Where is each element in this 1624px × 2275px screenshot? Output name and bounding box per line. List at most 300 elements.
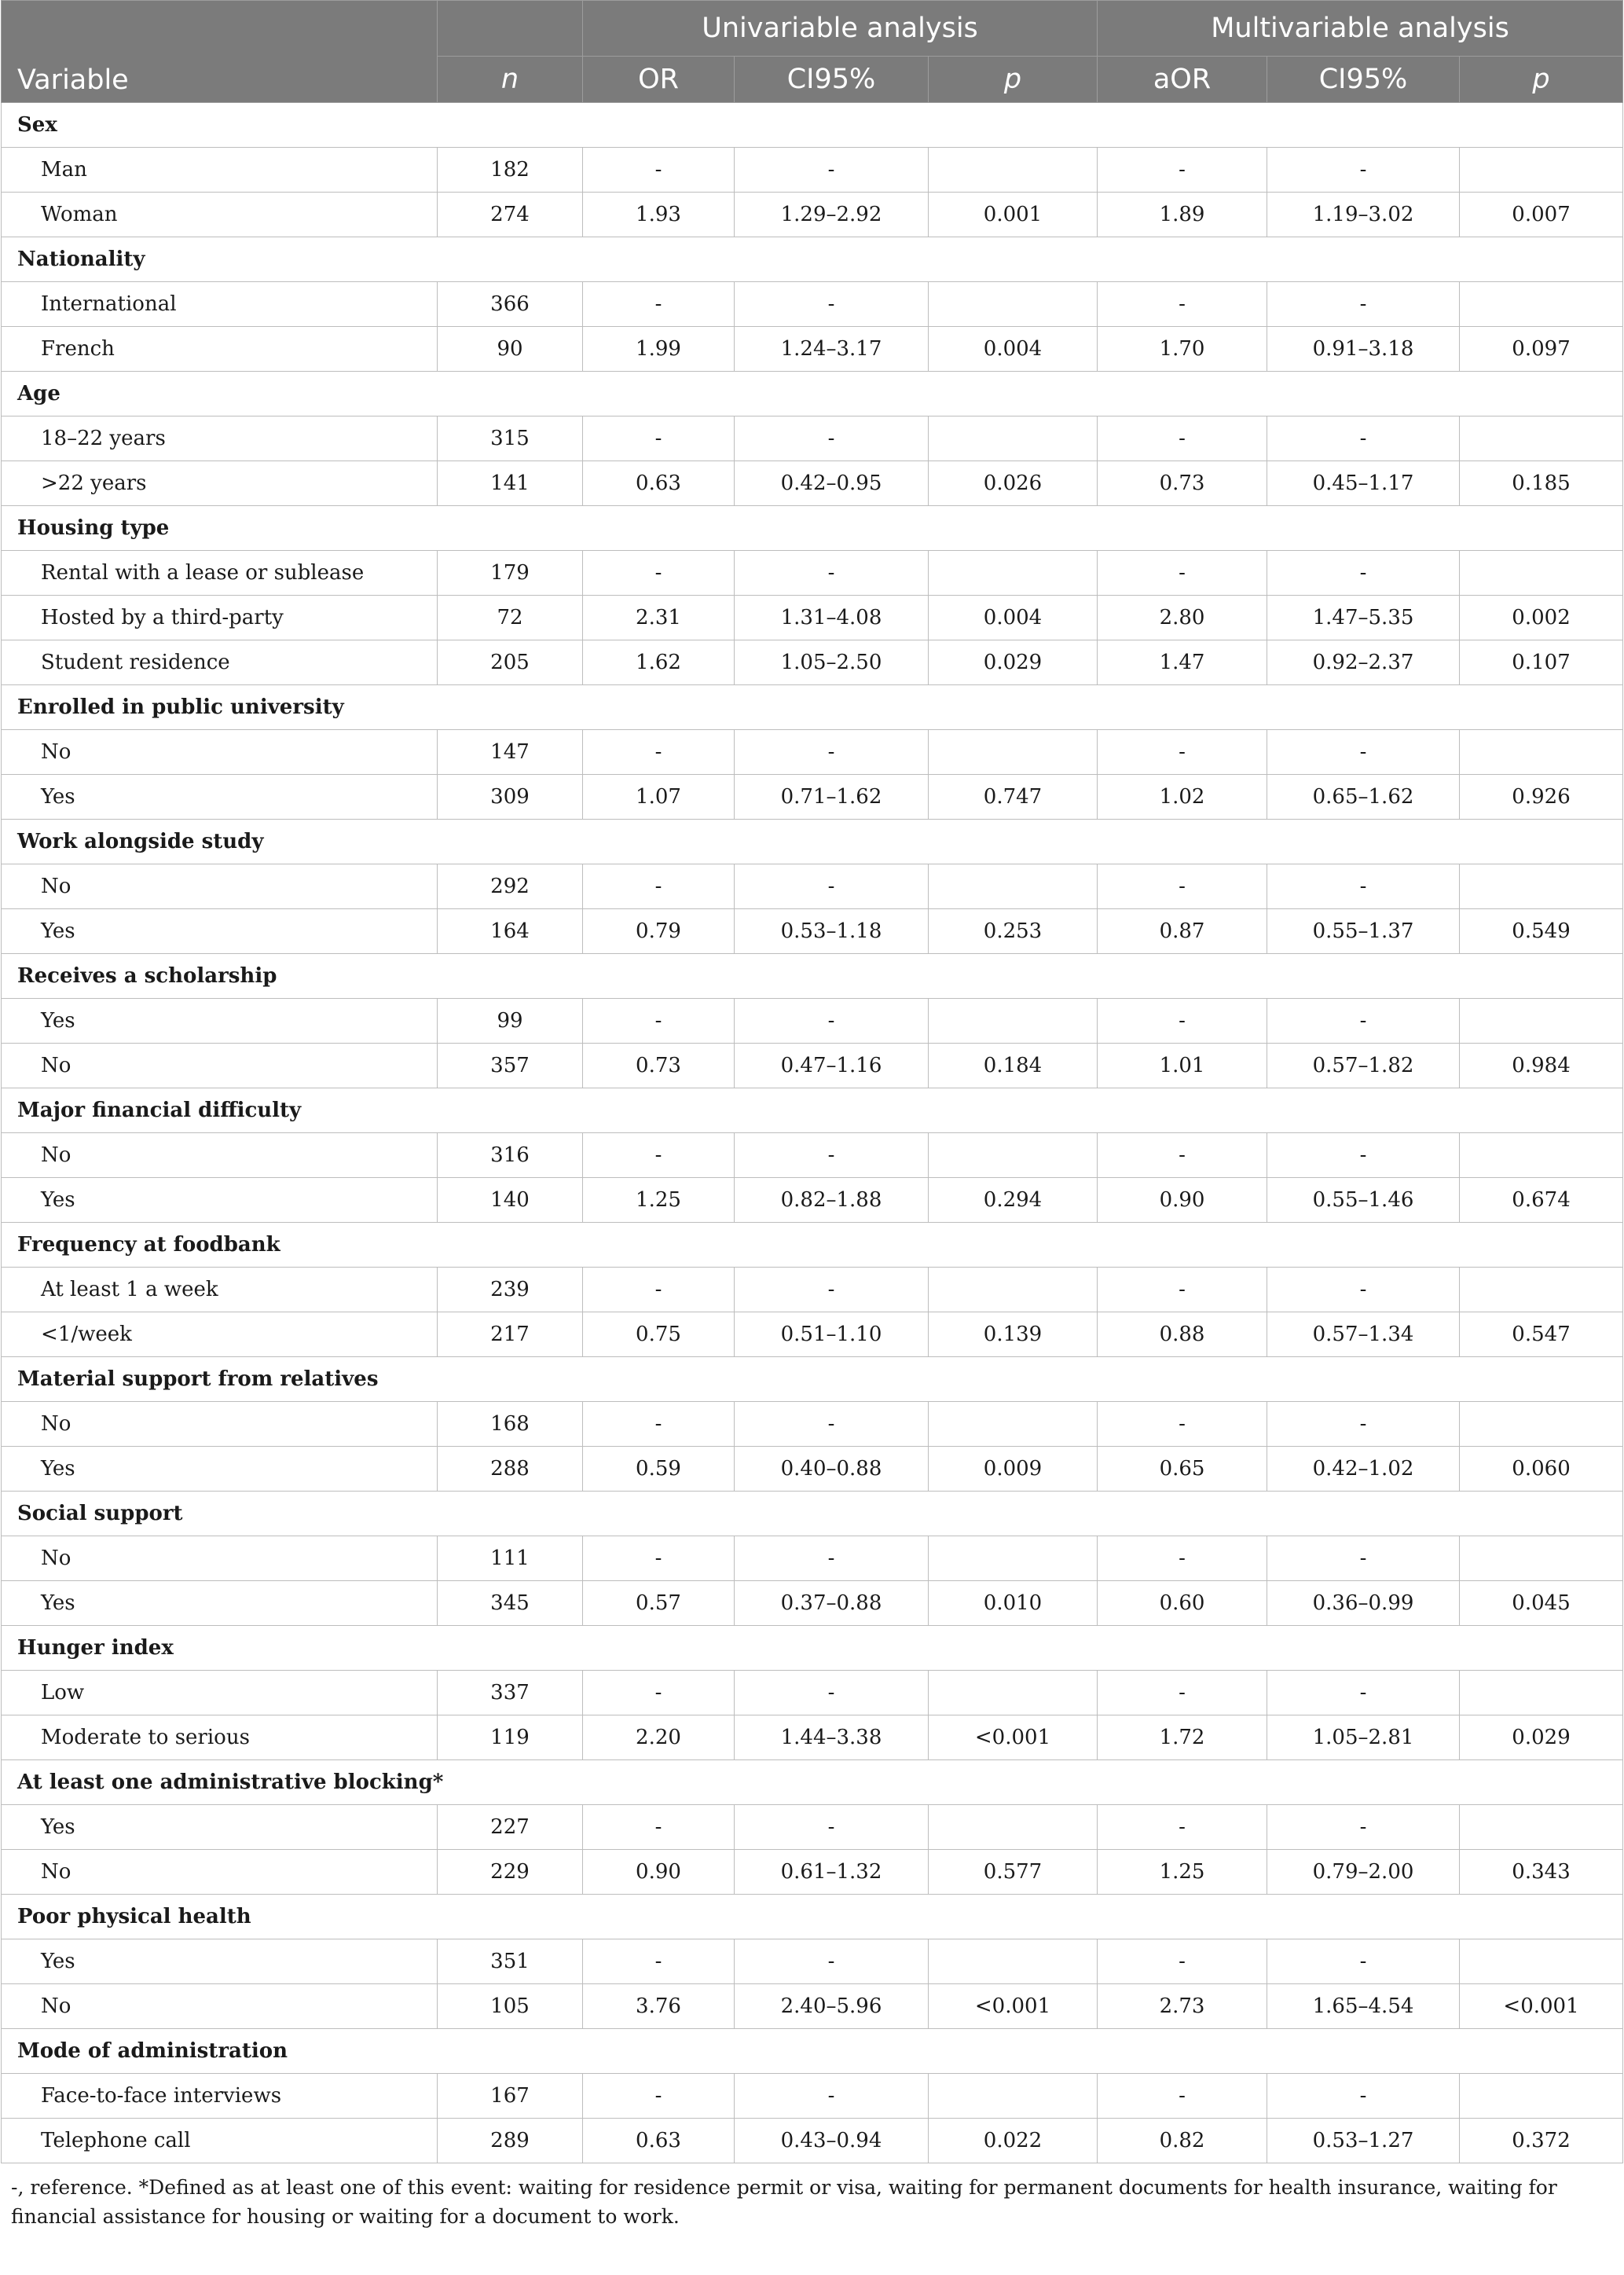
row-label: No: [2, 1536, 438, 1581]
group-title: Poor physical health: [2, 1895, 1623, 1939]
cell-n: 179: [438, 551, 583, 596]
header-variable: Variable: [2, 1, 438, 103]
cell-aci: -: [1267, 551, 1460, 596]
row-label: French: [2, 327, 438, 372]
cell-n: 167: [438, 2074, 583, 2119]
header-n: n: [438, 57, 583, 103]
cell-aor: 1.01: [1098, 1044, 1267, 1088]
cell-ci: -: [735, 1268, 929, 1312]
cell-ci: -: [735, 551, 929, 596]
header-blank: [438, 1, 583, 57]
cell-aor: 0.88: [1098, 1312, 1267, 1357]
header-multivariable: Multivariable analysis: [1098, 1, 1623, 57]
cell-ap: [1460, 730, 1623, 775]
cell-ci: -: [735, 1402, 929, 1447]
cell-ap: 0.984: [1460, 1044, 1623, 1088]
cell-aor: 1.72: [1098, 1715, 1267, 1760]
cell-aor: -: [1098, 1939, 1267, 1984]
cell-ci: 0.40–0.88: [735, 1447, 929, 1492]
cell-ci: -: [735, 999, 929, 1044]
cell-p: [929, 1268, 1098, 1312]
table-row: [2, 1178, 1623, 1223]
cell-p: [929, 864, 1098, 909]
cell-ci: 1.29–2.92: [735, 193, 929, 237]
cell-n: 164: [438, 909, 583, 954]
group-row: [2, 103, 1623, 148]
cell-p: 0.747: [929, 775, 1098, 820]
cell-n: 147: [438, 730, 583, 775]
table-row: [2, 596, 1623, 640]
header-ap: p: [1460, 57, 1623, 103]
cell-n: 105: [438, 1984, 583, 2029]
table-row: [2, 1312, 1623, 1357]
cell-aci: 0.45–1.17: [1267, 461, 1460, 506]
row-label: >22 years: [2, 461, 438, 506]
cell-or: 0.79: [583, 909, 735, 954]
cell-ci: 1.24–3.17: [735, 327, 929, 372]
cell-or: 1.62: [583, 640, 735, 685]
cell-or: 0.59: [583, 1447, 735, 1492]
cell-n: 316: [438, 1133, 583, 1178]
group-row: [2, 2029, 1623, 2074]
cell-ap: [1460, 2074, 1623, 2119]
group-row: [2, 685, 1623, 730]
cell-aci: 1.05–2.81: [1267, 1715, 1460, 1760]
cell-ap: 0.060: [1460, 1447, 1623, 1492]
table-row: [2, 193, 1623, 237]
cell-aor: 1.70: [1098, 327, 1267, 372]
table-row: [2, 1939, 1623, 1984]
cell-p: [929, 282, 1098, 327]
cell-aor: 0.73: [1098, 461, 1267, 506]
cell-p: 0.029: [929, 640, 1098, 685]
table-row: [2, 551, 1623, 596]
cell-ap: 0.343: [1460, 1850, 1623, 1895]
cell-ci: 0.43–0.94: [735, 2119, 929, 2163]
cell-aor: -: [1098, 1805, 1267, 1850]
group-row: [2, 372, 1623, 416]
cell-aci: 0.42–1.02: [1267, 1447, 1460, 1492]
cell-p: 0.026: [929, 461, 1098, 506]
cell-n: 90: [438, 327, 583, 372]
cell-aor: -: [1098, 999, 1267, 1044]
cell-or: -: [583, 730, 735, 775]
row-label: Yes: [2, 775, 438, 820]
cell-n: 205: [438, 640, 583, 685]
cell-aci: 0.53–1.27: [1267, 2119, 1460, 2163]
cell-aor: 1.47: [1098, 640, 1267, 685]
cell-aci: -: [1267, 1402, 1460, 1447]
results-table: [1, 0, 1623, 2163]
row-label: International: [2, 282, 438, 327]
cell-ap: [1460, 551, 1623, 596]
cell-p: <0.001: [929, 1715, 1098, 1760]
cell-p: [929, 2074, 1098, 2119]
group-title: Housing type: [2, 506, 1623, 551]
cell-ci: 0.37–0.88: [735, 1581, 929, 1626]
cell-ci: -: [735, 148, 929, 193]
cell-aci: 1.19–3.02: [1267, 193, 1460, 237]
cell-or: -: [583, 864, 735, 909]
table-row: [2, 2074, 1623, 2119]
table-footnote: -, reference. *Defined as at least one of this event: waiting for residence permit or visa, waiting for permanent documents for health insurance, waiting for financial assistance for housing or waiting for a document to work.: [11, 2176, 1557, 2228]
cell-ci: 0.61–1.32: [735, 1850, 929, 1895]
cell-aci: 0.36–0.99: [1267, 1581, 1460, 1626]
row-label: Student residence: [2, 640, 438, 685]
cell-ci: -: [735, 1133, 929, 1178]
cell-n: 274: [438, 193, 583, 237]
table-row: [2, 909, 1623, 954]
cell-aci: 0.79–2.00: [1267, 1850, 1460, 1895]
cell-n: 99: [438, 999, 583, 1044]
cell-aor: 0.87: [1098, 909, 1267, 954]
cell-ap: 0.372: [1460, 2119, 1623, 2163]
cell-aci: 1.65–4.54: [1267, 1984, 1460, 2029]
cell-ap: [1460, 1536, 1623, 1581]
cell-aci: -: [1267, 999, 1460, 1044]
cell-ci: 2.40–5.96: [735, 1984, 929, 2029]
cell-ci: 1.05–2.50: [735, 640, 929, 685]
group-title: Receives a scholarship: [2, 954, 1623, 999]
cell-p: [929, 1402, 1098, 1447]
group-title: Work alongside study: [2, 820, 1623, 864]
cell-ci: -: [735, 416, 929, 461]
cell-aor: -: [1098, 1133, 1267, 1178]
group-title: Enrolled in public university: [2, 685, 1623, 730]
group-title: At least one administrative blocking*: [2, 1760, 1623, 1805]
cell-n: 119: [438, 1715, 583, 1760]
table-row: [2, 327, 1623, 372]
row-label: Yes: [2, 1939, 438, 1984]
cell-ap: [1460, 1268, 1623, 1312]
cell-or: -: [583, 1671, 735, 1715]
group-title: Material support from relatives: [2, 1357, 1623, 1402]
cell-or: -: [583, 1268, 735, 1312]
cell-ci: 0.51–1.10: [735, 1312, 929, 1357]
cell-or: 0.75: [583, 1312, 735, 1357]
header-aor: aOR: [1098, 57, 1267, 103]
cell-ci: 0.71–1.62: [735, 775, 929, 820]
row-label: Yes: [2, 999, 438, 1044]
cell-aci: -: [1267, 1536, 1460, 1581]
cell-aci: -: [1267, 1671, 1460, 1715]
header-ci: CI95%: [735, 57, 929, 103]
group-row: [2, 820, 1623, 864]
cell-p: [929, 1805, 1098, 1850]
cell-ap: 0.674: [1460, 1178, 1623, 1223]
cell-ap: [1460, 416, 1623, 461]
group-title: Hunger index: [2, 1626, 1623, 1671]
cell-n: 366: [438, 282, 583, 327]
cell-aor: 2.80: [1098, 596, 1267, 640]
cell-or: 0.63: [583, 2119, 735, 2163]
cell-ap: 0.549: [1460, 909, 1623, 954]
row-label: Telephone call: [2, 2119, 438, 2163]
cell-ap: [1460, 282, 1623, 327]
cell-or: -: [583, 1402, 735, 1447]
group-row: [2, 1223, 1623, 1268]
group-row: [2, 1626, 1623, 1671]
cell-p: <0.001: [929, 1984, 1098, 2029]
cell-n: 229: [438, 1850, 583, 1895]
cell-aor: 1.89: [1098, 193, 1267, 237]
cell-aci: -: [1267, 148, 1460, 193]
cell-or: 2.20: [583, 1715, 735, 1760]
group-row: [2, 506, 1623, 551]
cell-p: [929, 730, 1098, 775]
cell-n: 141: [438, 461, 583, 506]
cell-ci: 0.47–1.16: [735, 1044, 929, 1088]
table-row: [2, 1984, 1623, 2029]
group-row: [2, 1895, 1623, 1939]
cell-p: [929, 1671, 1098, 1715]
cell-ap: [1460, 1671, 1623, 1715]
cell-n: 72: [438, 596, 583, 640]
table-row: [2, 999, 1623, 1044]
cell-or: 0.57: [583, 1581, 735, 1626]
cell-aor: 0.65: [1098, 1447, 1267, 1492]
group-row: [2, 1492, 1623, 1536]
cell-ap: 0.007: [1460, 193, 1623, 237]
cell-aci: 0.65–1.62: [1267, 775, 1460, 820]
cell-aci: -: [1267, 1133, 1460, 1178]
cell-p: 0.253: [929, 909, 1098, 954]
cell-aor: 2.73: [1098, 1984, 1267, 2029]
row-label: Face-to-face interviews: [2, 2074, 438, 2119]
table-row: [2, 1805, 1623, 1850]
table-row: [2, 2119, 1623, 2163]
table-row: [2, 775, 1623, 820]
row-label: Yes: [2, 1805, 438, 1850]
cell-aor: 1.02: [1098, 775, 1267, 820]
cell-p: 0.004: [929, 596, 1098, 640]
row-label: No: [2, 730, 438, 775]
table-row: [2, 1268, 1623, 1312]
group-row: [2, 1088, 1623, 1133]
cell-aci: 0.57–1.82: [1267, 1044, 1460, 1088]
cell-ap: [1460, 1939, 1623, 1984]
cell-ap: 0.185: [1460, 461, 1623, 506]
cell-n: 182: [438, 148, 583, 193]
group-row: [2, 237, 1623, 282]
cell-aci: -: [1267, 730, 1460, 775]
table-row: [2, 1671, 1623, 1715]
cell-or: -: [583, 999, 735, 1044]
group-row: [2, 1760, 1623, 1805]
header-univariable: Univariable analysis: [583, 1, 1098, 57]
cell-aor: -: [1098, 1402, 1267, 1447]
row-label: Man: [2, 148, 438, 193]
header-aci: CI95%: [1267, 57, 1460, 103]
cell-p: [929, 1536, 1098, 1581]
cell-n: 288: [438, 1447, 583, 1492]
cell-or: -: [583, 416, 735, 461]
table-body: [2, 103, 1623, 2163]
cell-or: -: [583, 148, 735, 193]
cell-ap: [1460, 864, 1623, 909]
cell-ap: 0.547: [1460, 1312, 1623, 1357]
cell-n: 111: [438, 1536, 583, 1581]
cell-or: 1.93: [583, 193, 735, 237]
cell-n: 168: [438, 1402, 583, 1447]
header-or: OR: [583, 57, 735, 103]
cell-p: 0.010: [929, 1581, 1098, 1626]
cell-ci: -: [735, 1939, 929, 1984]
cell-ap: [1460, 999, 1623, 1044]
cell-n: 337: [438, 1671, 583, 1715]
cell-aci: 0.55–1.46: [1267, 1178, 1460, 1223]
cell-aci: 0.57–1.34: [1267, 1312, 1460, 1357]
cell-ci: -: [735, 1671, 929, 1715]
cell-p: [929, 148, 1098, 193]
group-row: [2, 954, 1623, 999]
header-p: p: [929, 57, 1098, 103]
cell-or: 3.76: [583, 1984, 735, 2029]
cell-or: 1.99: [583, 327, 735, 372]
table-row: [2, 282, 1623, 327]
cell-ci: 1.31–4.08: [735, 596, 929, 640]
table-row: [2, 461, 1623, 506]
cell-n: 227: [438, 1805, 583, 1850]
cell-ci: -: [735, 730, 929, 775]
cell-or: -: [583, 551, 735, 596]
cell-or: 1.07: [583, 775, 735, 820]
cell-n: 239: [438, 1268, 583, 1312]
cell-p: 0.139: [929, 1312, 1098, 1357]
cell-aor: -: [1098, 148, 1267, 193]
cell-ci: 0.42–0.95: [735, 461, 929, 506]
group-title: Sex: [2, 103, 1623, 148]
row-label: Rental with a lease or sublease: [2, 551, 438, 596]
cell-n: 292: [438, 864, 583, 909]
cell-ci: 0.53–1.18: [735, 909, 929, 954]
cell-ci: 1.44–3.38: [735, 1715, 929, 1760]
row-label: No: [2, 1984, 438, 2029]
row-label: Yes: [2, 1178, 438, 1223]
cell-ap: 0.926: [1460, 775, 1623, 820]
cell-aor: -: [1098, 2074, 1267, 2119]
cell-ap: <0.001: [1460, 1984, 1623, 2029]
cell-aor: -: [1098, 864, 1267, 909]
cell-or: -: [583, 282, 735, 327]
table-row: [2, 730, 1623, 775]
row-label: Yes: [2, 909, 438, 954]
cell-aor: -: [1098, 1671, 1267, 1715]
cell-or: -: [583, 1536, 735, 1581]
cell-n: 345: [438, 1581, 583, 1626]
cell-p: 0.022: [929, 2119, 1098, 2163]
row-label: No: [2, 864, 438, 909]
cell-aci: 0.55–1.37: [1267, 909, 1460, 954]
cell-ap: 0.029: [1460, 1715, 1623, 1760]
cell-n: 217: [438, 1312, 583, 1357]
cell-aci: -: [1267, 2074, 1460, 2119]
cell-ap: [1460, 1133, 1623, 1178]
row-label: Hosted by a third-party: [2, 596, 438, 640]
cell-aor: -: [1098, 1268, 1267, 1312]
cell-ci: -: [735, 2074, 929, 2119]
table-row: [2, 1850, 1623, 1895]
cell-p: 0.294: [929, 1178, 1098, 1223]
cell-aor: 1.25: [1098, 1850, 1267, 1895]
table-row: [2, 1536, 1623, 1581]
cell-aor: 0.90: [1098, 1178, 1267, 1223]
cell-aci: -: [1267, 1268, 1460, 1312]
cell-ci: 0.82–1.88: [735, 1178, 929, 1223]
cell-or: -: [583, 1133, 735, 1178]
cell-aci: -: [1267, 1805, 1460, 1850]
cell-ap: 0.107: [1460, 640, 1623, 685]
table-row: [2, 640, 1623, 685]
cell-ap: [1460, 1805, 1623, 1850]
row-label: Low: [2, 1671, 438, 1715]
cell-aor: -: [1098, 1536, 1267, 1581]
row-label: No: [2, 1133, 438, 1178]
group-title: Frequency at foodbank: [2, 1223, 1623, 1268]
group-row: [2, 1357, 1623, 1402]
group-title: Age: [2, 372, 1623, 416]
group-title: Mode of administration: [2, 2029, 1623, 2074]
cell-p: 0.001: [929, 193, 1098, 237]
cell-or: -: [583, 1939, 735, 1984]
row-label: 18–22 years: [2, 416, 438, 461]
cell-ap: 0.002: [1460, 596, 1623, 640]
row-label: No: [2, 1044, 438, 1088]
cell-p: 0.009: [929, 1447, 1098, 1492]
cell-aor: -: [1098, 282, 1267, 327]
cell-aor: -: [1098, 551, 1267, 596]
table-row: [2, 148, 1623, 193]
row-label: Moderate to serious: [2, 1715, 438, 1760]
cell-aci: -: [1267, 416, 1460, 461]
table-row: [2, 864, 1623, 909]
cell-p: [929, 999, 1098, 1044]
cell-aci: -: [1267, 1939, 1460, 1984]
cell-ci: -: [735, 864, 929, 909]
cell-ci: -: [735, 282, 929, 327]
cell-n: 289: [438, 2119, 583, 2163]
table-row: [2, 1402, 1623, 1447]
cell-p: [929, 551, 1098, 596]
cell-p: [929, 1939, 1098, 1984]
cell-ap: 0.045: [1460, 1581, 1623, 1626]
row-label: Woman: [2, 193, 438, 237]
cell-aci: -: [1267, 864, 1460, 909]
row-label: No: [2, 1402, 438, 1447]
group-title: Major financial difficulty: [2, 1088, 1623, 1133]
cell-n: 309: [438, 775, 583, 820]
table-row: [2, 1715, 1623, 1760]
cell-or: 0.73: [583, 1044, 735, 1088]
table-row: [2, 416, 1623, 461]
table-header: [2, 1, 1623, 103]
group-title: Social support: [2, 1492, 1623, 1536]
cell-aor: 0.60: [1098, 1581, 1267, 1626]
row-label: No: [2, 1850, 438, 1895]
cell-ci: -: [735, 1536, 929, 1581]
cell-aci: -: [1267, 282, 1460, 327]
row-label: Yes: [2, 1581, 438, 1626]
table-row: [2, 1581, 1623, 1626]
cell-or: 0.90: [583, 1850, 735, 1895]
cell-aor: -: [1098, 416, 1267, 461]
table-row: [2, 1044, 1623, 1088]
table-row: [2, 1447, 1623, 1492]
cell-n: 357: [438, 1044, 583, 1088]
cell-aci: 0.92–2.37: [1267, 640, 1460, 685]
cell-p: 0.577: [929, 1850, 1098, 1895]
cell-or: 2.31: [583, 596, 735, 640]
